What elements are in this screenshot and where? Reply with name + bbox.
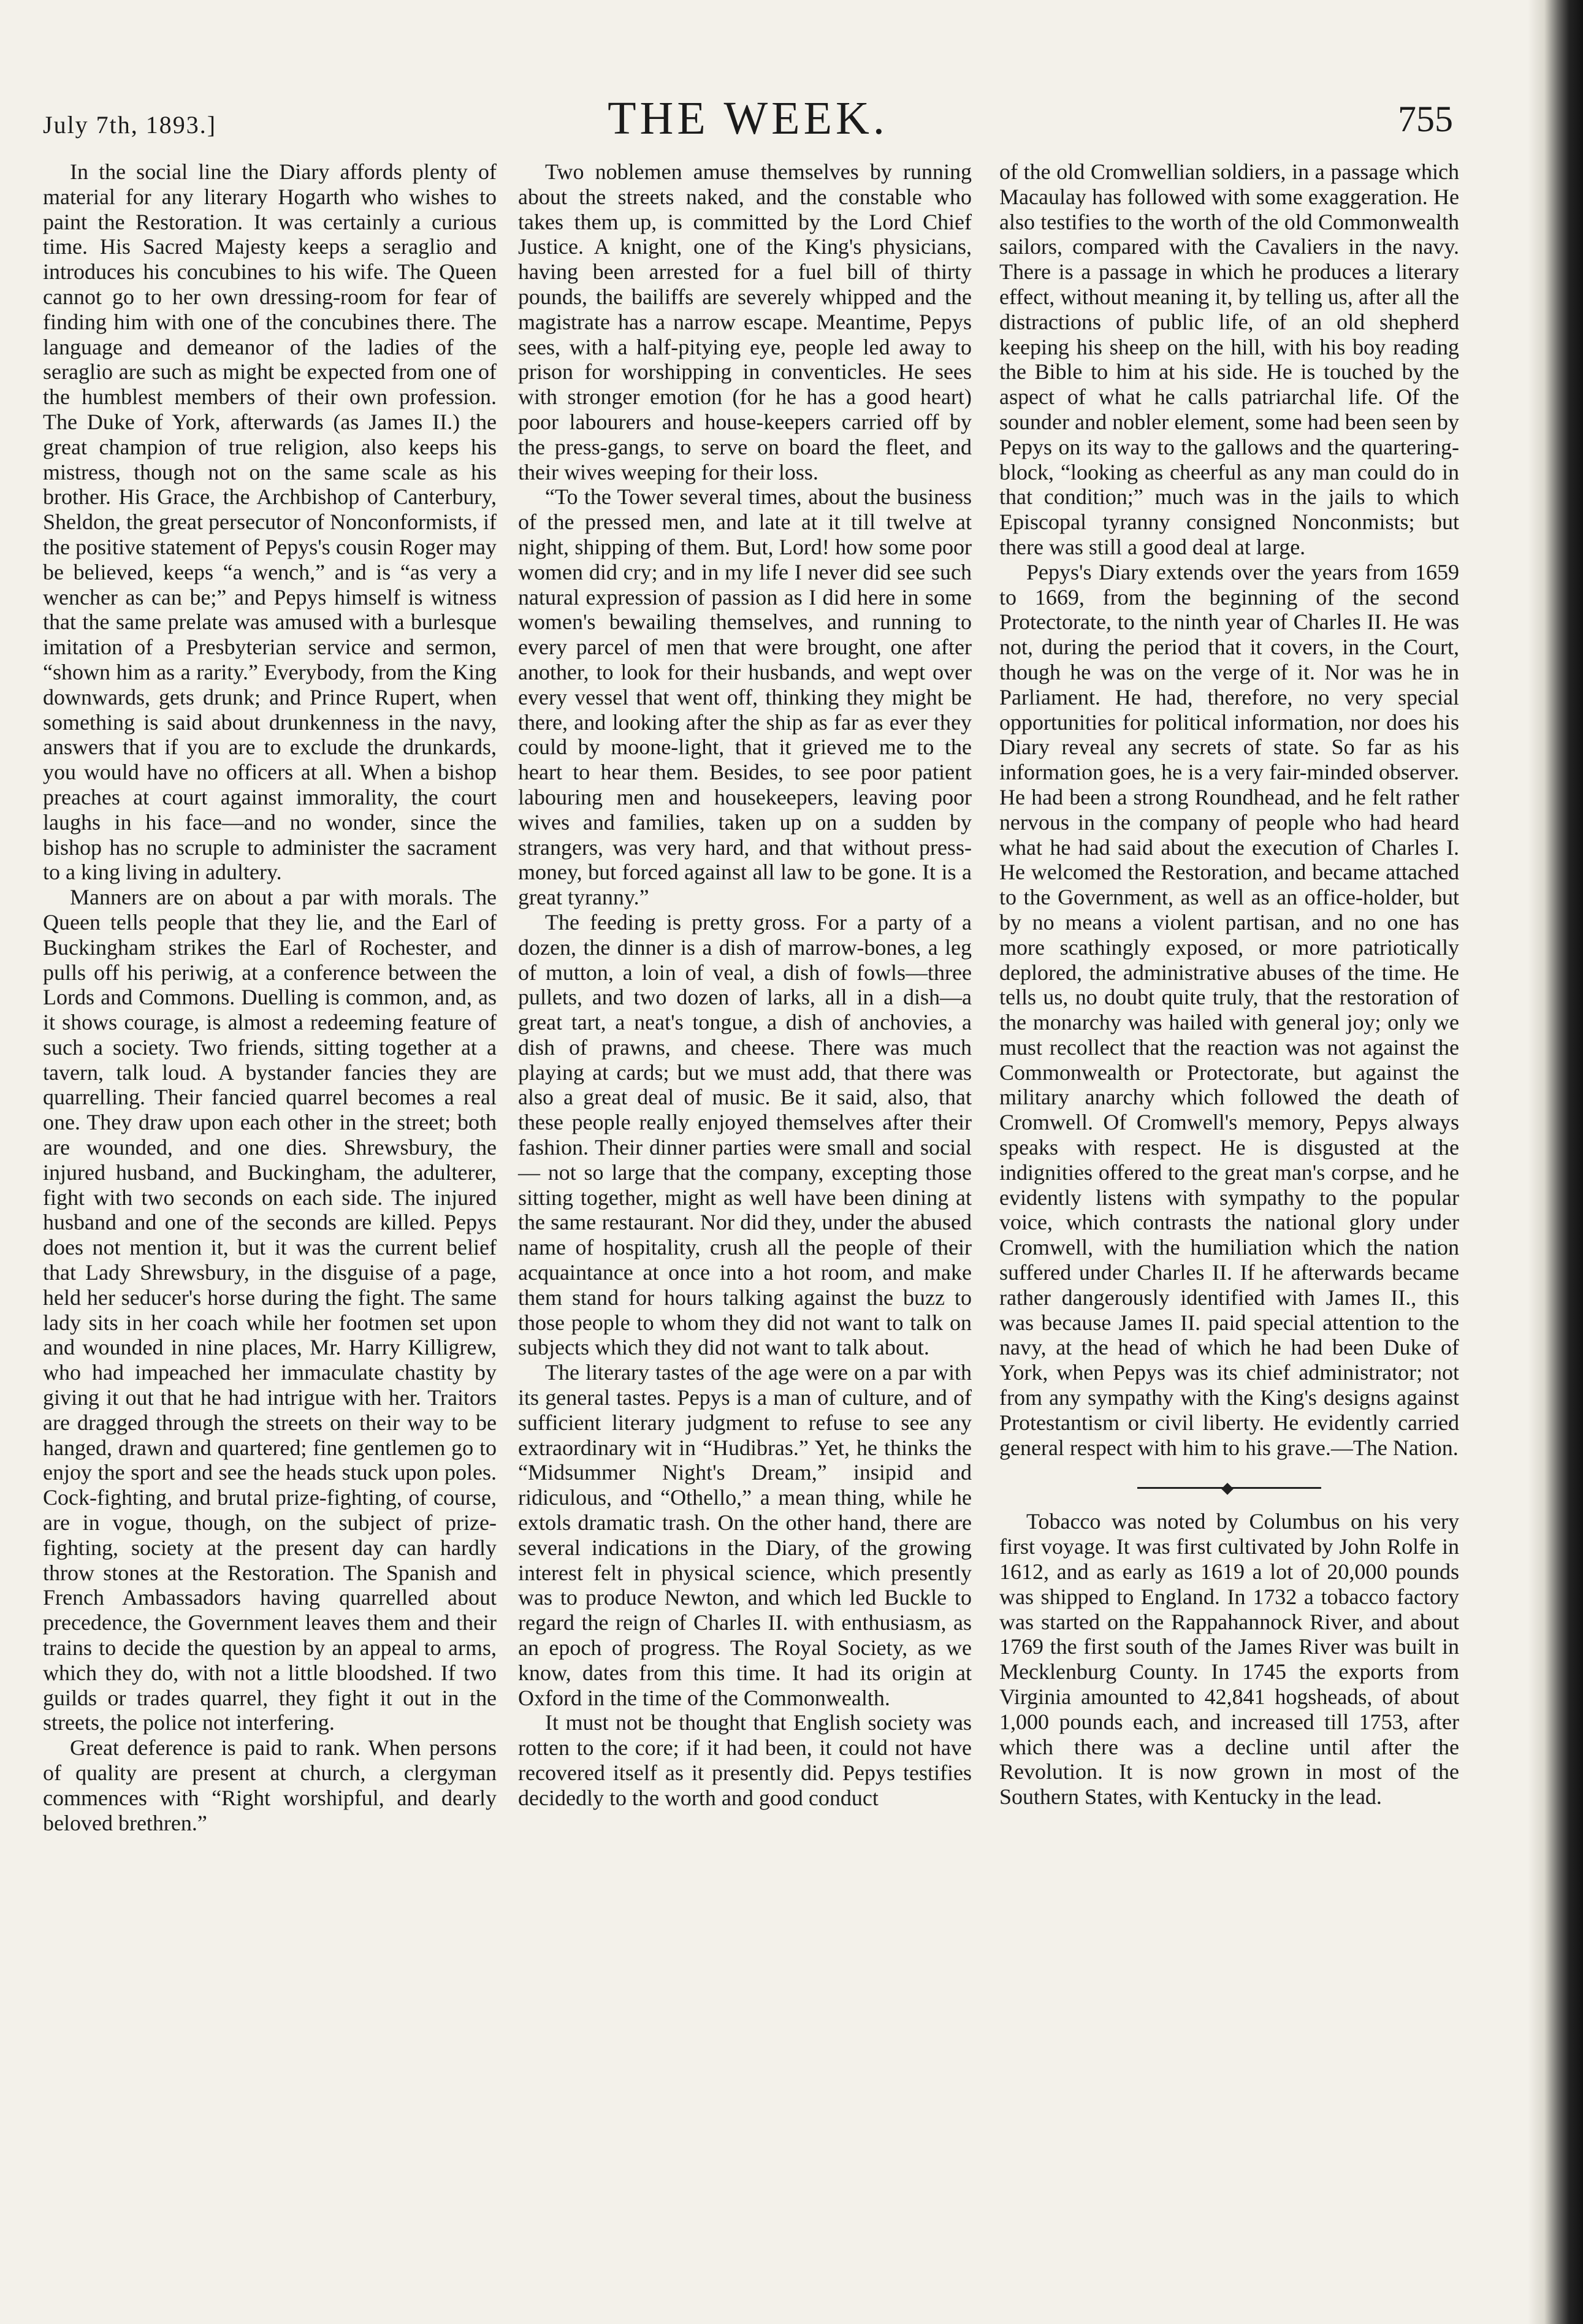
paragraph: Tobacco was noted by Columbus on his very first voyage. It was first cultivated by John Rolfe in 1612, and as early as 1619 a lot of 20,000 pounds was shipped to England. In 1732 a tobacco factory was started on the Rappahannock River, and about 1769 the first south of the James River was built in Mecklenburg County. In 1745 the exports from Virginia amounted to 42,841 hogsheads, of about 1,000 pounds each, and increased till 1753, after which there was a decline until after the Revolution. It is now grown in most of the Southern States, with Kentucky in the lead. [999,1509,1459,1810]
binding-edge [1528,0,1583,2324]
column-middle [518,159,972,2281]
paragraph: It must not be thought that English society was rotten to the core; if it had been, it could not have recovered itself as it presently did. Pepys testifies decidedly to the worth and good conduct [518,1710,972,1810]
column-right [999,159,1459,2281]
paragraph: Great deference is paid to rank. When persons of quality are present at church, a clergyman commences with “Right worshipful, and dearly beloved brethren.” [43,1735,497,1835]
column-left [43,159,497,2281]
paragraph: Manners are on about a par with morals. The Queen tells people that they lie, and the Earl of Buckingham strikes the Earl of Rochester, and pulls off his periwig, at a conference between the Lords and Commons. Duelling is common, and, as it shows courage, is almost a redeeming feature of such a society. Two friends, sitting together at a tavern, talk loud. A bystander fancies they are quarrelling. Their fancied quarrel becomes a real one. They draw upon each other in the street; both are wounded, and one dies. Shrewsbury, the injured husband, and Buckingham, the adulterer, fight with two seconds on each side. The injured husband and one of the seconds are killed. Pepys does not mention it, but it was the current belief that Lady Shrewsbury, in the disguise of a page, held her seducer's horse during the fight. The same lady sits in her coach while her footmen set upon and wounded in nine places, Mr. Harry Killigrew, who had impeached her immaculate chastity by giving it out that he had intrigue with her. Traitors are dragged through the streets on their way to be hanged, drawn and quartered; fine gentlemen go to enjoy the sport and see the heads stuck upon poles. Cock-fighting, and brutal prize-fighting, of course, are in vogue, though, on the subject of prize-fighting, society at the present day can hardly throw stones at the Restoration. The Spanish and French Ambassadors having quarrelled about precedence, the Government leaves them and their trains to decide the question by an appeal to arms, which they do, with not a little bloodshed. If two guilds or trades quarrel, they fight it out in the streets, the police not interfering. [43,885,497,1735]
paragraph: Pepys's Diary extends over the years from 1659 to 1669, from the beginning of the second Protectorate, to the ninth year of Charles II. He was not, during the period that it covers, in the Court, though he was on the verge of it. Nor was he in Parliament. He had, therefore, no very special opportunities for political information, nor does his Diary reveal any secrets of state. So far as his information goes, he is a very fair-minded observer. He had been a strong Roundhead, and he felt rather nervous in the company of people who had heard what he had said about the execution of Charles I. He welcomed the Restoration, and became attached to the Government, as well as an office-holder, but by no means a violent partisan, and no one has more scathingly exposed, or more patriotically deplored, the administrative abuses of the time. He tells us, no doubt quite truly, that the restoration of the monarchy was hailed with general joy; only we must recollect that the reaction was not against the Commonwealth or Protectorate, but against the military anarchy which followed the death of Cromwell. Of Cromwell's memory, Pepys always speaks with respect. He is disgusted at the indignities offered to the great man's corpse, and he evidently listens with sympathy to the popular voice, which contrasts the national glory under Cromwell, with the humiliation which the nation suffered under Charles II. If he afterwards became rather dangerously identified with James II., this was because James II. paid special attention to the navy, at the head of which he had been Duke of York, when Pepys was its chief administrator; not from any sympathy with the King's designs against Protestantism or civil liberty. He evidently carried general respect with him to his grave.—The Nation. [999,559,1459,1460]
paragraph: The literary tastes of the age were on a par with its general tastes. Pepys is a man of culture, and of sufficient literary judgment to refuse to see any extraordinary wit in “Hudibras.” Yet, he thinks the “Midsummer Night's Dream,” insipid and ridiculous, and “Othello,” a mean thing, while he extols dramatic trash. On the other hand, there are several indications in the Diary, of the growing interest felt in physical science, which presently was to produce Newton, and which led Buckle to regard the reign of Charles II. with enthusiasm, as an epoch of progress. The Royal Society, as we know, dates from this time. It had its origin at Oxford in the time of the Commonwealth. [518,1360,972,1710]
paragraph: The feeding is pretty gross. For a party of a dozen, the dinner is a dish of marrow-bones, a leg of mutton, a loin of veal, a dish of fowls—three pullets, and two dozen of larks, all in a dish—a great tart, a neat's tongue, a dish of anchovies, a dish of prawns, and cheese. There was much playing at cards; but we must add, that there was also a great deal of music. Be it said, also, that these people really enjoyed themselves after their fashion. Their dinner parties were small and social— not so large that the company, excepting those sitting together, might as well have been dining at the same restaurant. Nor did they, under the abused name of hospitality, crush all the people of their acquaintance at once into a hot room, and make them stand for hours talking against the buzz to those people to whom they did not want to talk on subjects which they did not want to talk about. [518,909,972,1360]
paragraph: of the old Cromwellian soldiers, in a passage which Macaulay has followed with some exaggeration. He also testifies to the worth of the old Commonwealth sailors, compared with the Cavaliers in the navy. There is a passage in which he produces a literary effect, without meaning it, by telling us, after all the distractions of public life, of an old shepherd keeping his sheep on the hill, with his boy reading the Bible to him at his side. He is touched by the aspect of what he calls patriarchal life. Of the sounder and nobler element, some had been seen by Pepys on its way to the gallows and the quartering-block, “looking as cheerful as any man could do in that condition;” much was in the jails to which Episcopal tyranny consigned Nonconmists; but there was still a good deal at large. [999,159,1459,559]
section-divider [999,1477,1459,1496]
page-number: 755 [1398,99,1453,139]
paragraph: Two noblemen amuse themselves by running about the streets naked, and the constable who takes them up, is committed by the Lord Chief Justice. A knight, one of the King's physicians, having been arrested for a fuel bill of thirty pounds, the bailiffs are severely whipped and the magistrate has a narrow escape. Meantime, Pepys sees, with a half-pitying eye, people led away to prison for worshipping in conventicles. He sees with stronger emotion (for he has a good heart) poor labourers and house-keepers carried off by the press-gangs, to serve on board the fleet, and their wives weeping for their loss. [518,159,972,484]
paragraph: “To the Tower several times, about the business of the pressed men, and late at it till twelve at night, shipping of them. But, Lord! how some poor women did cry; and in my life I never did see such natural expression of passion as I did here in some women's bewailing themselves, and running to every parcel of men that were brought, one after another, to look for their husbands, and wept over every vessel that went off, thinking they might be there, and looking after the ship as far as ever they could by moone-light, that it grieved me to the heart to hear them. Besides, to see poor patient labouring men and housekeepers, leaving poor wives and families, taken up on a sudden by strangers, was very hard, and that without press-money, but forced against all law to be gone. It is a great tyranny.” [518,484,972,910]
journal-title: THE WEEK. [608,93,888,144]
issue-date: July 7th, 1893.] [43,111,217,139]
page-header [43,92,1453,166]
paragraph: In the social line the Diary affords plenty of material for any literary Hogarth who wishes to paint the Restoration. It was certainly a curious time. His Sacred Majesty keeps a seraglio and introduces his concubines to his wife. The Queen cannot go to her own dressing-room for fear of finding him with one of the concubines there. The language and demeanor of the ladies of the seraglio are such as might be expected from one of the humblest members of their own profession. The Duke of York, afterwards (as James II.) the great champion of true religion, also keeps his mistress, though not on the same scale as his brother. His Grace, the Archbishop of Canterbury, Sheldon, the great persecutor of Nonconformists, if the positive statement of Pepys's cousin Roger may be believed, keeps “a wench,” and is “as very a wencher as can be;” and Pepys himself is witness that the same prelate was amused with a burlesque imitation of a Presbyterian service and sermon, “shown him as a rarity.” Everybody, from the King downwards, gets drunk; and Prince Rupert, when something is said about drunkenness in the navy, answers that if you are to exclude the drunkards, you would have no officers at all. When a bishop preaches at court against immorality, the court laughs in his face—and no wonder, since the bishop has no scruple to administer the sacrament to a king living in adultery. [43,159,497,885]
